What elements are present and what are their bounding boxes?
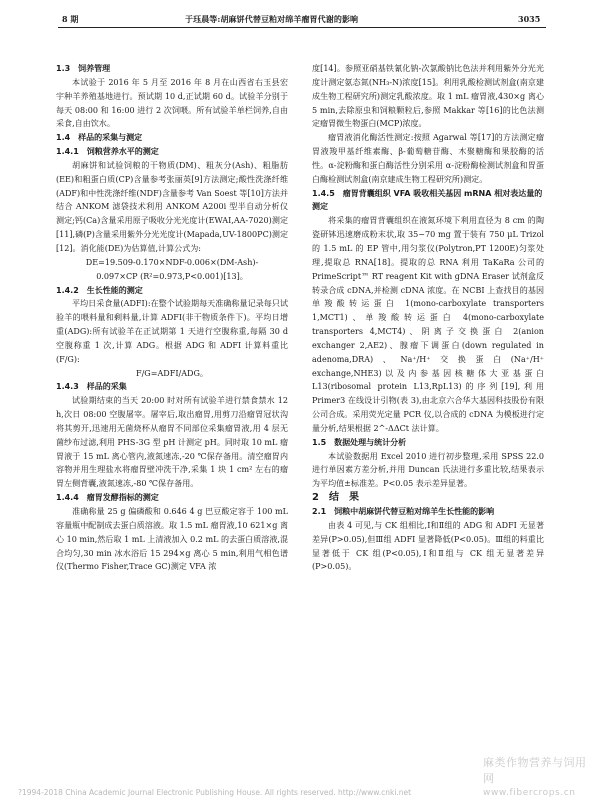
paragraph: 本试验数据用 Excel 2010 进行初步整理,采用 SPSS 22.0 进行单因素方差分析,并用 Duncan 氏法进行多重比较,结果表示为平均值±标准差。P<0.05 表示差异显著。: [312, 451, 544, 489]
paragraph-continued: 度[14]。参照亚硝基铁氰化钠-次氯酸钠比色法并利用紫外分光光度计测定氨态氮(NH₃-N)浓度[15]。利用乳酸检测试剂盒(南京建成生物工程研究所)测定乳酸浓度。取 1 mL 瘤胃液,430×g 离心 5 min,去除原虫和饲粮颗粒后,参照 Makkar 等[16]的比色法测定瘤胃微生物蛋白(MCP)浓度。: [312, 64, 544, 129]
section-heading: 1.4.2 生长性能的测定: [56, 285, 143, 295]
issue-number: 8 期: [62, 14, 79, 24]
section-heading: 1.4.1 饲粮营养水平的测定: [56, 147, 159, 157]
section-heading: 1.4.3 样品的采集: [56, 382, 127, 392]
watermark: [483, 754, 593, 798]
section-heading: 1.4.5 瘤胃背囊组织 VFA 吸收相关基因 mRNA 相对表达量的测定: [312, 188, 543, 212]
equation: 0.097×CP (R²=0.973,P<0.001)[13]。: [96, 271, 248, 281]
section-heading: 1.4.4 瘤胃发酵指标的测定: [56, 493, 159, 503]
equation: F/G=ADFI/ADG。: [136, 368, 208, 378]
paragraph: 瘤胃液消化酶活性测定:按照 Agarwal 等[17]的方法测定瘤胃液羧甲基纤维素酶、β-葡萄糖苷酶、木聚糖酶和果胶酶的活性。α-淀粉酶和蛋白酶活性分别采用 α-淀粉酶检测试剂盒和胃蛋白酶检测试剂盒(南京建成生物工程研究所)测定。: [312, 133, 544, 184]
paragraph: 本试验于 2016 年 5 月至 2016 年 8 月在山西省右玉县宏宇种羊养殖基地进行。预试期 10 d,正试期 60 d。试验羊分别于每天 08:00 和 16:00 进行 2 次饲喂。所有试验羊单栏饲养,自由采食,自由饮水。: [56, 77, 288, 129]
paragraph: 平均日采食量(ADFI):在整个试验期每天准确称量记录每只试验羊的喂料量和剩料量,计算 ADFI(非干物质条件下)。平均日增重(ADG):所有试验羊在正试期第 1 天进行空腹称重,每隔 30 d 空腹称重 1 次,计算 ADG。根据 ADG 和 ADFI 计算料重比(F/G):: [56, 299, 288, 364]
header-rule: [58, 27, 546, 28]
running-title: 于珏晨等:胡麻饼代替豆粕对绵羊瘤胃代谢的影响: [185, 14, 359, 24]
paragraph: 试验期结束的当天 20:00 时对所有试验羊进行禁食禁水 12 h,次日 08:00 空腹屠宰。屠宰后,取出瘤胃,用剪刀沿瘤胃冠状沟将其剪开,迅速用无菌烧杯从瘤胃不同部位采集瘤胃液,用 4 层无菌纱布过滤,利用 PHS-3G 型 pH 计测定 pH。同时取 10 mL 瘤胃液于 15 mL 离心管内,液氮速冻,-20 ℃保存备用。清空瘤胃内容物并用生理盐水将瘤胃壁冲洗干净,采集 1 块 1 cm² 左右的瘤胃左侧背囊,液氮速冻,-80 ℃保存备用。: [56, 396, 288, 489]
copyright-notice: ?1994-2018 China Academic Journal Electronic Publishing House. All rights reserved. http://www.cnki.net: [18, 788, 412, 797]
section-heading: 1.3 饲养管理: [56, 64, 111, 73]
page-header: [0, 14, 595, 28]
paragraph: 准确称量 25 g 偏磷酸和 0.646 4 g 巴豆酸定容于 100 mL 容量瓶中配制成去蛋白质溶液。取 1.5 mL 瘤胃液,10 621×g 离心 10 min,然后取 1 mL 上清液加入 0.2 mL 的去蛋白质溶液,混合均匀,30 min 冰水浴后 15 294×g 离心 5 min,利用气相色谱仪(Thermo Fisher,Trace GC)测定 VFA 浓: [56, 507, 288, 572]
paragraph: 由表 4 可见,与 CK 组相比,Ⅰ和Ⅱ组的 ADG 和 ADFI 无显著差异(P>0.05),但Ⅲ组 ADFI 显著降低(P<0.05)。Ⅲ组的料重比显著低于 CK 组(P<0.05),Ⅰ和Ⅱ组与 CK 组无显著差异(P>0.05)。: [312, 520, 544, 572]
paragraph: 胡麻饼和试验饲粮的干物质(DM)、粗灰分(Ash)、粗脂肪(EE)和粗蛋白质(CP)含量参考张丽英[9]方法测定;酸性洗涤纤维(ADF)和中性洗涤纤维(NDF)含量参考 Van Soest 等[10]方法并结合 ANKOM 滤袋技术利用 ANKOM A200i 型半自动分析仪测定;钙(Ca)含量采用原子吸收分光光度计(EWAI,AA-7020)测定[11],磷(P)含量采用紫外分光光度计(Mapada,UV-1800PC)测定[12]。消化能(DE)为估算值,计算公式为:: [56, 160, 288, 253]
paragraph: 将采集的瘤胃背囊组织在液氮环境下利用直径为 8 cm 的陶瓷研钵迅速磨成粉末状,取 35~70 mg 置于装有 750 μL Trizol 的 1.5 mL 的 EP 管中,用匀浆仪(Polytron,PT 1200E)匀浆处理,提取总 RNA[18]。提取的总 RNA 利用 TaKaRa 公司的 PrimeScript™ RT reagent Kit with gDNA Eraser 试剂盒反转录合成 cDNA,并检测 cDNA 浓度。在 NCBI 上查找目的基因单羧酸转运蛋白 1(mono-carboxylate transporters 1,MCT1)、单羧酸转运蛋白 4(mono-carboxylate transporters 4,MCT4)、阴离子交换蛋白 2(anion exchanger 2,AE2)、腺瘤下调蛋白(down regulated in adenoma,DRA)、Na⁺/H⁺交换蛋白(Na⁺/H⁺ exchange,NHE3)以及内参基因核糖体大亚基蛋白 L13(ribosomal protein L13,RpL13)的序列[19],利用 Primer3 在线设计引物(表 3),由北京六合华大基因科技股份有限公司合成。采用荧光定量 PCR 仪,以合成的 cDNA 为模板进行定量分析,结果根据 2^-ΔΔCt 法计算。: [312, 216, 544, 433]
watermark-url: www.fibercrops.cn: [483, 788, 576, 798]
right-column: [312, 62, 544, 574]
watermark-text: 麻类作物营养与饲用网: [483, 756, 587, 785]
left-column: [56, 62, 288, 574]
section-heading: 2.1 饲粮中胡麻饼代替豆粕对绵羊生长性能的影响: [312, 507, 495, 516]
section-heading: 1.4 样品的采集与测定: [56, 133, 143, 143]
equation: DE=19.509-0.170×NDF-0.006×(DM-Ash)-: [85, 257, 259, 267]
major-heading: 2 结 果: [312, 492, 359, 504]
page-number: 3035: [518, 14, 541, 24]
section-heading: 1.5 数据处理与统计分析: [312, 437, 407, 447]
